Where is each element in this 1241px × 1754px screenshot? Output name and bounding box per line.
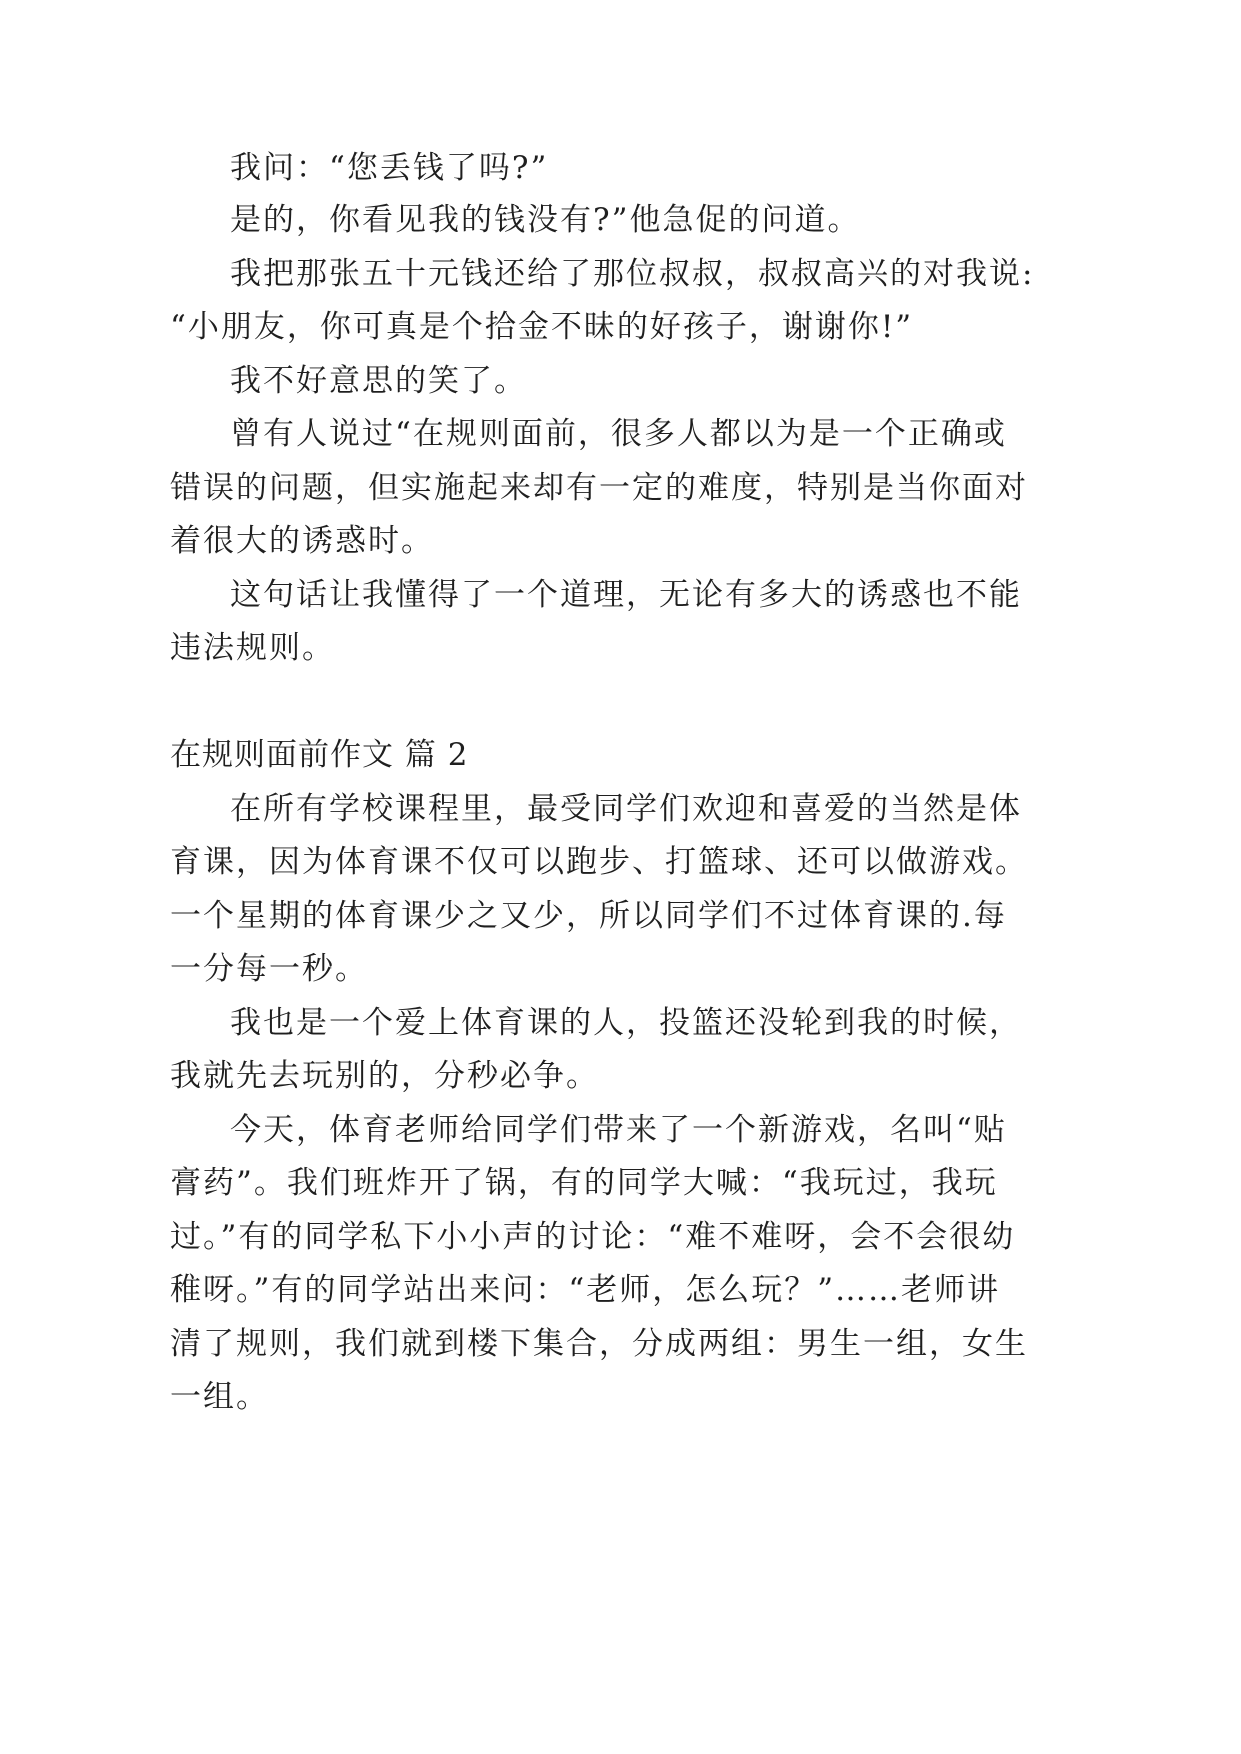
paragraph-line: 我把那张五十元钱还给了那位叔叔，叔叔高兴的对我说: [230,256,1035,292]
paragraph-line: 清了规则，我们就到楼下集合，分成两组：男生一组，女生 [170,1326,1028,1362]
paragraph-line: 这句话让我懂得了一个道理，无论有多大的诱惑也不能 [230,577,1022,613]
paragraph-line: 膏药”。我们班炸开了锅，有的同学大喊：“我玩过，我玩 [170,1165,998,1201]
paragraph-line: 过。”有的同学私下小小声的讨论：“难不难呀，会不会很幼 [170,1219,1016,1255]
paragraph-line: 在所有学校课程里，最受同学们欢迎和喜爱的当然是体 [230,791,1022,827]
paragraph-line: 违法规则。 [170,630,335,666]
paragraph-line: 育课，因为体育课不仅可以跑步、打篮球、还可以做游戏。 [170,844,1028,880]
paragraph-line: “小朋友，你可真是个拾金不昧的好孩子，谢谢你!” [170,309,914,345]
paragraph-line: 今天，体育老师给同学们带来了一个新游戏，名叫“贴 [230,1112,1007,1148]
paragraph-line: 一组。 [170,1379,269,1415]
paragraph-line: 是的，你看见我的钱没有?”他急促的问道。 [230,202,861,238]
paragraph-line: 稚呀。”有的同学站出来问：“老师，怎么玩？”……老师讲 [170,1272,1001,1308]
paragraph-line: 错误的问题，但实施起来却有一定的难度，特别是当你面对 [170,470,1028,506]
paragraph-line: 我不好意思的笑了。 [230,363,527,399]
section-heading: 在规则面前作文 篇 2 [170,737,469,773]
paragraph-line: 我也是一个爱上体育课的人，投篮还没轮到我的时候， [230,1005,1022,1041]
paragraph-line: 一分每一秒。 [170,951,368,987]
paragraph-line: 着很大的诱惑时。 [170,523,434,559]
paragraph-line: 我就先去玩别的，分秒必争。 [170,1058,599,1094]
paragraph-line: 一个星期的体育课少之又少，所以同学们不过体育课的.每 [170,898,1007,934]
paragraph-line: 曾有人说过“在规则面前，很多人都以为是一个正确或 [230,416,1007,452]
paragraph-line: 我问：“您丢钱了吗?” [230,150,549,186]
